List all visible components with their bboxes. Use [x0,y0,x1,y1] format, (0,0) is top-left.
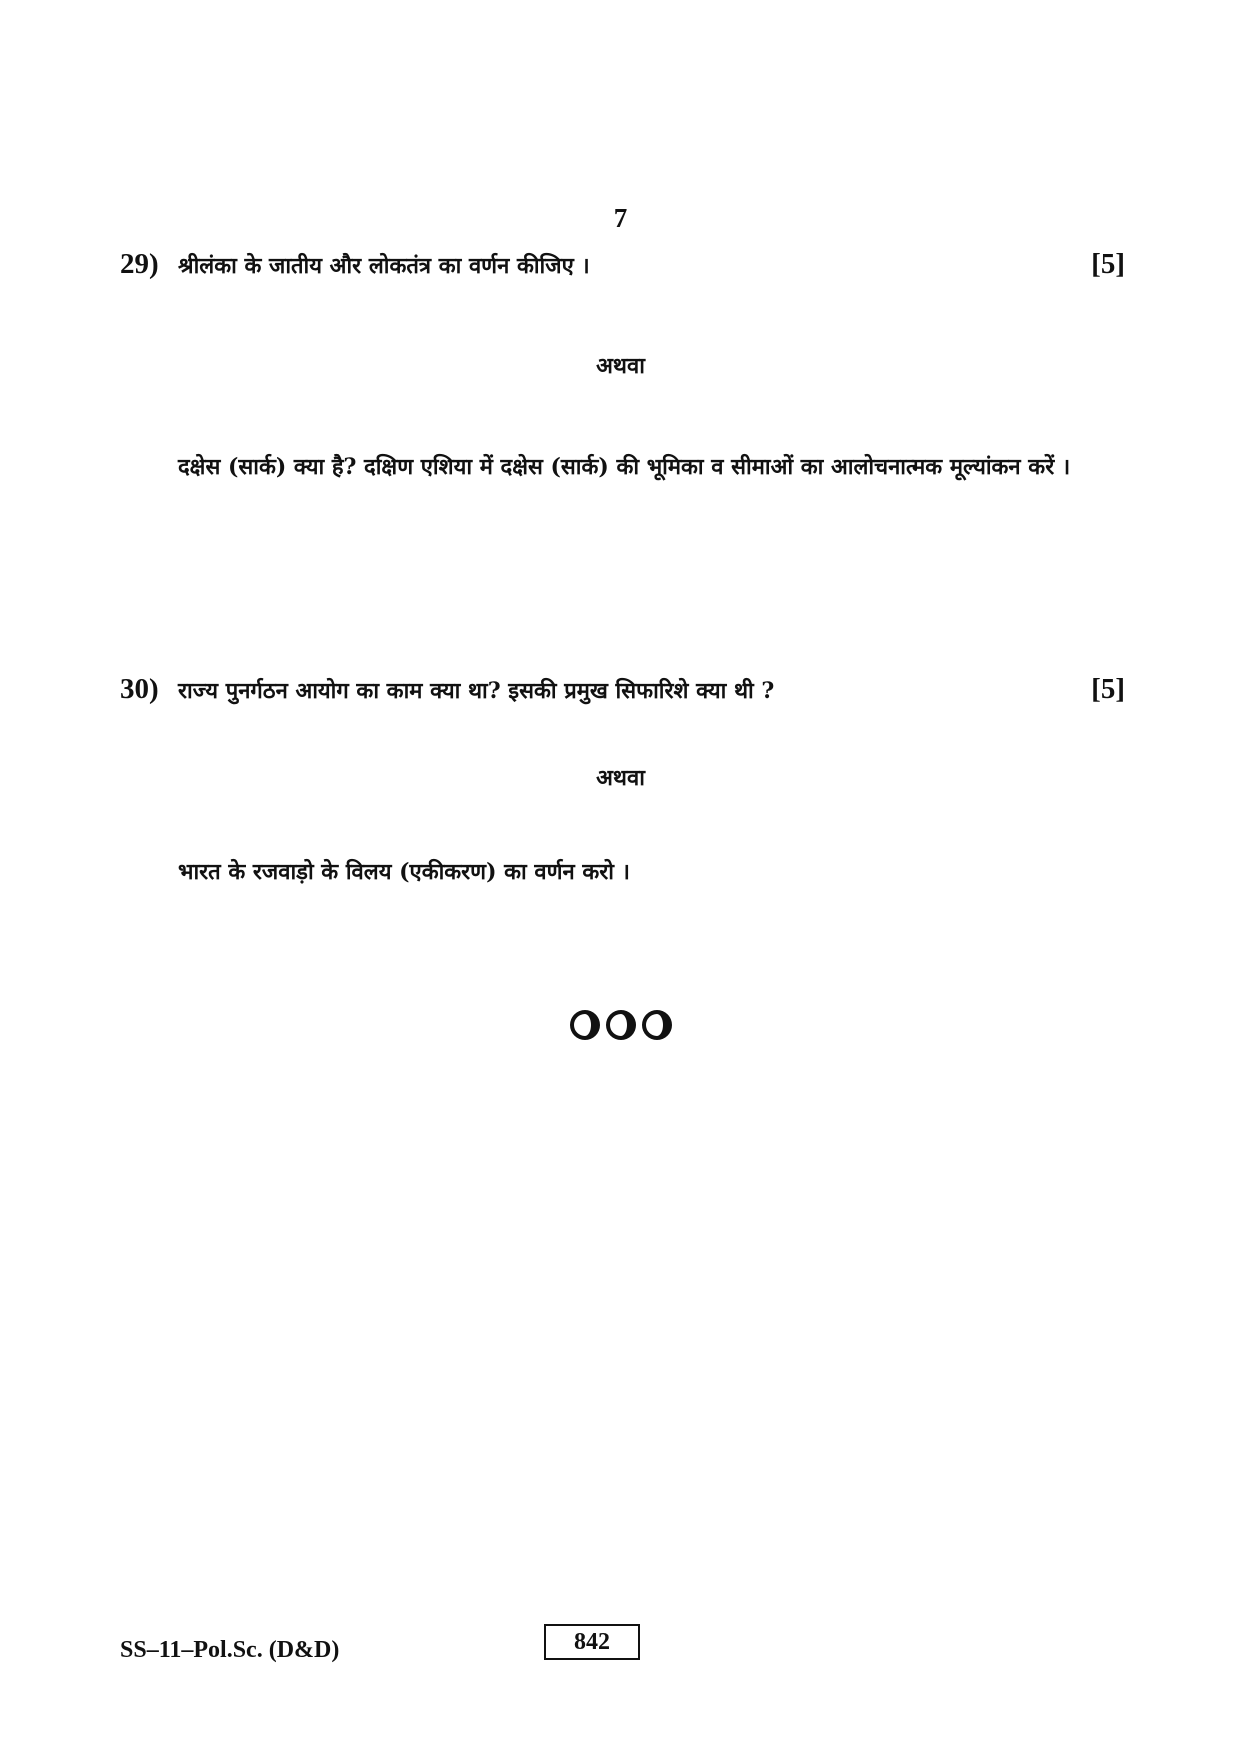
question-number: 29) [120,248,159,280]
alternative-question-text: भारत के रजवाड़ो के विलय (एकीकरण) का वर्णन करो । [178,859,631,885]
question-text: श्रीलंका के जातीय और लोकतंत्र का वर्णन कीजिए । [178,253,590,279]
question-marks: [5] [1091,673,1125,705]
circle-icon [570,1010,600,1040]
question-number: 30) [120,673,159,705]
circle-icon [606,1010,636,1040]
paper-number-box: 842 [544,1624,640,1660]
alternative-question-text: दक्षेस (सार्क) क्या है? दक्षिण एशिया में दक्षेस (सार्क) की भूमिका व सीमाओं का आलोचनात्मक मूल्यांकन करें । [178,454,1071,480]
question-29 [120,248,1125,288]
paper-code: SS–11–Pol.Sc. (D&D) [120,1637,340,1663]
page-number: 7 [613,203,628,233]
or-label: अथवा [596,353,645,379]
or-label: अथवा [596,765,645,791]
circle-icon [642,1010,672,1040]
question-text: राज्य पुनर्गठन आयोग का काम क्या था? इसकी प्रमुख सिफारिशे क्या थी ? [178,678,775,704]
question-marks: [5] [1091,248,1125,280]
question-30 [120,673,1125,713]
end-of-paper-mark [0,1010,1241,1040]
